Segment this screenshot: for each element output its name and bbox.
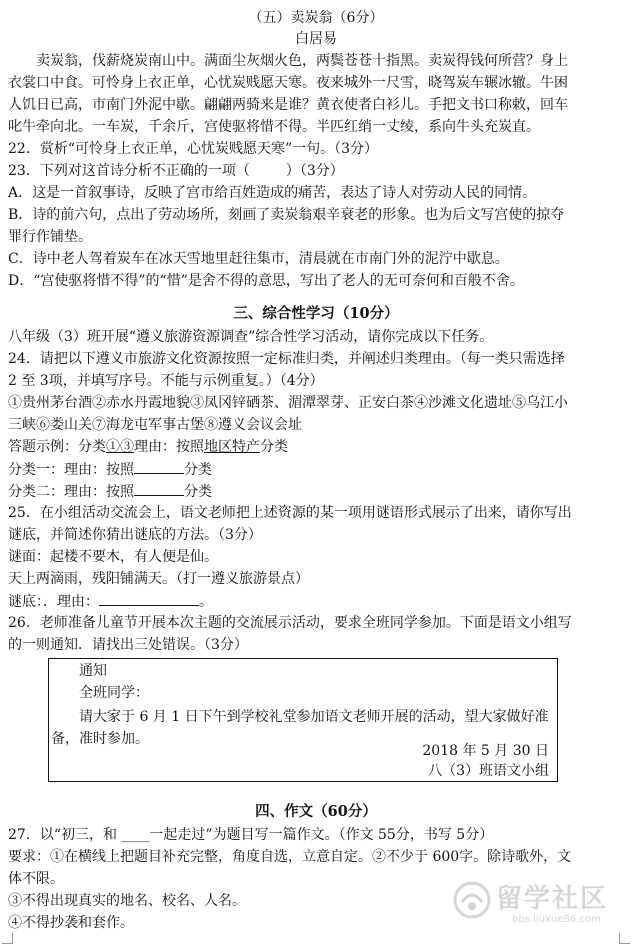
question-23 [8,161,624,181]
question-24: 24．请把以下遵义市旅游文化资源按照一定标准归类，并阐述归类理由。（每一类只需选择 [8,351,565,367]
question-25: 25．在小组活动交流会上，语文老师把上述资源的某一项用谜语形式展示了出来，请你写出 [8,505,572,521]
class-one-row [8,459,624,480]
crop-mark [619,933,630,944]
notice-title: 通知 [79,663,107,679]
option-c: C．诗中老人驾着炭车在冰天雪地里赶往集市，清晨就在市南门外的泥泞中歇息。 [8,251,509,267]
class-two-suffix: 分类 [184,484,212,500]
riddle-reason-blank[interactable] [99,591,199,606]
question-23-suffix: ）（3分） [285,163,344,179]
question-23-prefix: 23．下列对这首诗分析不正确的一项（ [8,163,250,179]
answer-example [8,437,624,457]
notice-greeting: 全班同学： [79,685,149,701]
question-24-cont: 2 至 3项，并填写序号。不能与示例重复。）（4分） [8,373,324,389]
class-one-suffix: 分类 [184,462,212,478]
riddle-answer-prefix: 谜底：．理由： [8,594,99,610]
example-suffix: 分类 [260,439,288,455]
notice-date: 2018 年 5 月 30 日 [422,743,549,759]
option-b-cont: 罪行作铺垫。 [8,229,92,245]
class-two-blank[interactable] [134,481,184,496]
riddle-answer-row [8,591,624,612]
poem-author: 白居易 [295,31,337,47]
notice-body: 请大家于 6 月 1 日下午到学校礼堂参加语文老师开展的活动，望大家做好准 [79,709,549,725]
example-prefix: 答题示例：分类 [8,439,106,455]
question-25-cont: 谜底，并简述你猜出谜底的方法。（3分） [8,527,262,543]
section-3-title: 三、综合性学习（10分） [233,305,399,322]
option-b: B．诗的前六句，点出了劳动场所，刻画了卖炭翁艰辛衰老的形象。也为后文写宫使的掠夺 [8,207,565,223]
resource-list-cont: 三峡⑥娄山关⑦海龙屯军事古堡⑧遵义会议会址 [8,417,302,433]
class-one-prefix: 分类一：理由：按照 [8,462,134,478]
poem-line: 卖炭翁，伐薪烧炭南山中。满面尘灰烟火色，两鬓苍苍十指黑。卖炭得钱何所营？身上 [8,53,568,69]
resource-list: ①贵州茅台酒②赤水丹霞地貌③凤冈锌硒茶、湄潭翠芽、正安白茶④沙滩文化遗址⑤乌江小 [8,395,568,411]
example-reason: 地区特产 [204,439,260,455]
notice-body-cont: 备，准时参加。 [51,731,149,747]
poem-line: 人饥日已高，市南门外泥中歇。翩翩两骑来是谁？黄衣使者白衫儿。手把文书口称敕，回车 [8,97,568,113]
option-d: D．“宫使驱将惜不得”的“惜”是舍不得的意思，写出了老人的无可奈何和百般不舍。 [8,273,524,289]
essay-requirement-4: ④不得抄袭和套作。 [8,915,134,931]
riddle-line: 天上两滴雨，残阳铺满天。（打一遵义旅游景点） [8,571,309,587]
section-3-intro: 八年级（3）班开展“遵义旅游资源调查”综合性学习活动，请你完成以下任务。 [8,329,494,345]
poem-line: 叱牛牵向北。一车炭，千余斤，宫使驱将惜不得。半匹红绡一丈绫，系向牛头充炭直。 [8,119,540,135]
essay-requirement-cont: 体不限。 [8,871,64,887]
class-two-row [8,481,624,502]
essay-requirement: 要求：①在横线上把题目补充完整，角度自选，立意自定。②不少于 600字。除诗歌外，文 [8,849,572,865]
question-26-cont: 的一则通知．请找出三处错误。（3分） [8,637,248,653]
essay-requirement-3: ③不得出现真实的地名、校名、人名。 [8,893,246,909]
poem-section-heading: （五）卖炭翁（6分） [248,10,384,26]
notice-signature: 八（3）班语文小组 [428,763,549,779]
section-4-title: 四、作文（60分） [255,803,377,820]
class-two-prefix: 分类二：理由：按照 [8,484,134,500]
crop-mark [2,933,13,944]
option-a: A．这是一首叙事诗，反映了宫市给百姓造成的痛苦，表达了诗人对劳动人民的同情。 [8,185,537,201]
poem-line: 衣裳口中食。可怜身上衣正单，心忧炭贱愿天寒。夜来城外一尺雪，晓驾炭车辗冰辙。牛困 [8,75,568,91]
watermark-text: 留学社区 [496,884,609,914]
question-26: 26．老师准备儿童节开展本次主题的交流展示活动，要求全班同学参加。下面是语文小组写 [8,615,572,631]
example-middle: 理由：按照 [134,439,204,455]
question-22: 22．赏析“可怜身上衣正单，心忧炭贱愿天寒”一句。（3分） [8,141,379,157]
notice-box [48,658,558,782]
watermark-url: bbs.liuxue86.com [512,914,601,925]
question-27: 27．以“初三，和 ____一起走过”为题目写一篇作文。（作文 55分，书写 5分） [8,827,494,843]
class-one-blank[interactable] [134,459,184,474]
riddle-line: 谜面：起楼不要木，有人便是仙。 [8,549,218,565]
example-items: ①③ [106,439,134,455]
riddle-answer-suffix: 。 [199,594,213,610]
